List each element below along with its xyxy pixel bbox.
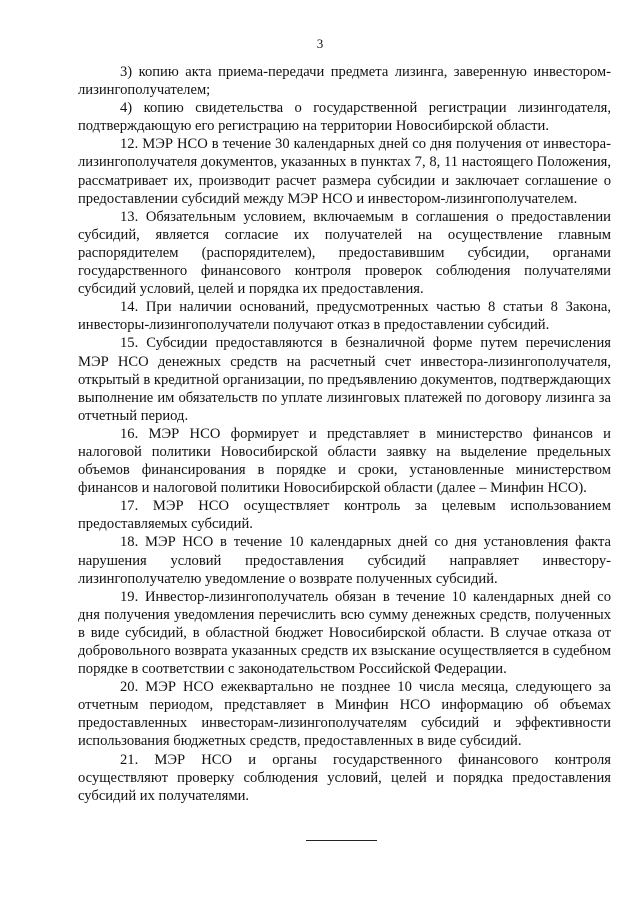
- paragraph-clause-15: 15. Субсидии предоставляются в безналичной форме путем перечисления МЭР НСО денежных средств на расчетный счет инвестора-лизингополучателя, открытый в кредитной организации, по предъявлению документов, подтверждающих выполнение им обязательств по уплате лизинговых платежей по договору лизинга за отчетный период.: [78, 335, 612, 424]
- paragraph-clause-21: 21. МЭР НСО и органы государственного финансового контроля осуществляют проверку соблюдения условий, целей и порядка предоставления субсидий их получателями.: [78, 751, 611, 804]
- paragraph-clause-12: 12. МЭР НСО в течение 30 календарных дней со дня получения от инвестора-лизингополучателя документов, указанных в пунктах 7, 8, 11 настоящего Положения, рассматривает их, производит расчет размера субсидии и заключает соглашение о предоставлении субсидий между МЭР НСО и инвестором-лизингополучателем.: [78, 136, 611, 207]
- document-body: [78, 63, 611, 805]
- paragraph-clause-19: 19. Инвестор-лизингополучатель обязан в течение 10 календарных дней со дня получения уведомления перечислить всю сумму денежных средств, полученных в виде субсидий, в областной бюджет Новосибирской области. В случае отказа от добровольного возврата указанных средств их взыскание осуществляется в судебном порядке в соответствии с законодательством Российской Федерации.: [78, 588, 611, 678]
- paragraph-clause-20: 20. МЭР НСО ежеквартально не позднее 10 числа месяца, следующего за отчетным периодом, представляет в Минфин НСО информацию об объемах предоставленных инвесторам-лизингополучателям субсидий и эффективности использования бюджетных средств, предоставленных в виде субсидий.: [78, 679, 611, 750]
- end-divider-line: [306, 840, 377, 841]
- paragraph-item-4: 4) копию свидетельства о государственной регистрации лизингодателя, подтверждающую его регистрацию на территории Новосибирской области.: [78, 100, 611, 135]
- paragraph-clause-17: 17. МЭР НСО осуществляет контроль за целевым использованием предоставляемых субсидий.: [78, 498, 611, 533]
- paragraph-clause-14: 14. При наличии оснований, предусмотренных частью 8 статьи 8 Закона, инвесторы-лизингополучатели получают отказ в предоставлении субсидий.: [78, 299, 611, 334]
- page-number: 3: [316, 36, 324, 51]
- paragraph-clause-16: 16. МЭР НСО формирует и представляет в министерство финансов и налоговой политики Новосибирской области заявку на выделение предельных объемов финансирования в порядке и сроки, установленные министерством финансов и налоговой политики Новосибирской области (далее – Минфин НСО).: [78, 425, 611, 497]
- paragraph-clause-18: 18. МЭР НСО в течение 10 календарных дней со дня установления факта нарушения условий предоставления субсидий направляет инвестору-лизингополучателю уведомление о возврате полученных субсидий.: [78, 534, 611, 587]
- paragraph-clause-13: 13. Обязательным условием, включаемым в соглашения о предоставлении субсидий, является согласие их получателей на осуществление главным распорядителем (распорядителем), предоставившим субсидии, органами государственного финансового контроля проверок соблюдения получателями субсидий условий, целей и порядка их предоставления.: [78, 208, 611, 298]
- paragraph-item-3: 3) копию акта приема-передачи предмета лизинга, заверенную инвестором-лизингополучателем;: [78, 64, 611, 99]
